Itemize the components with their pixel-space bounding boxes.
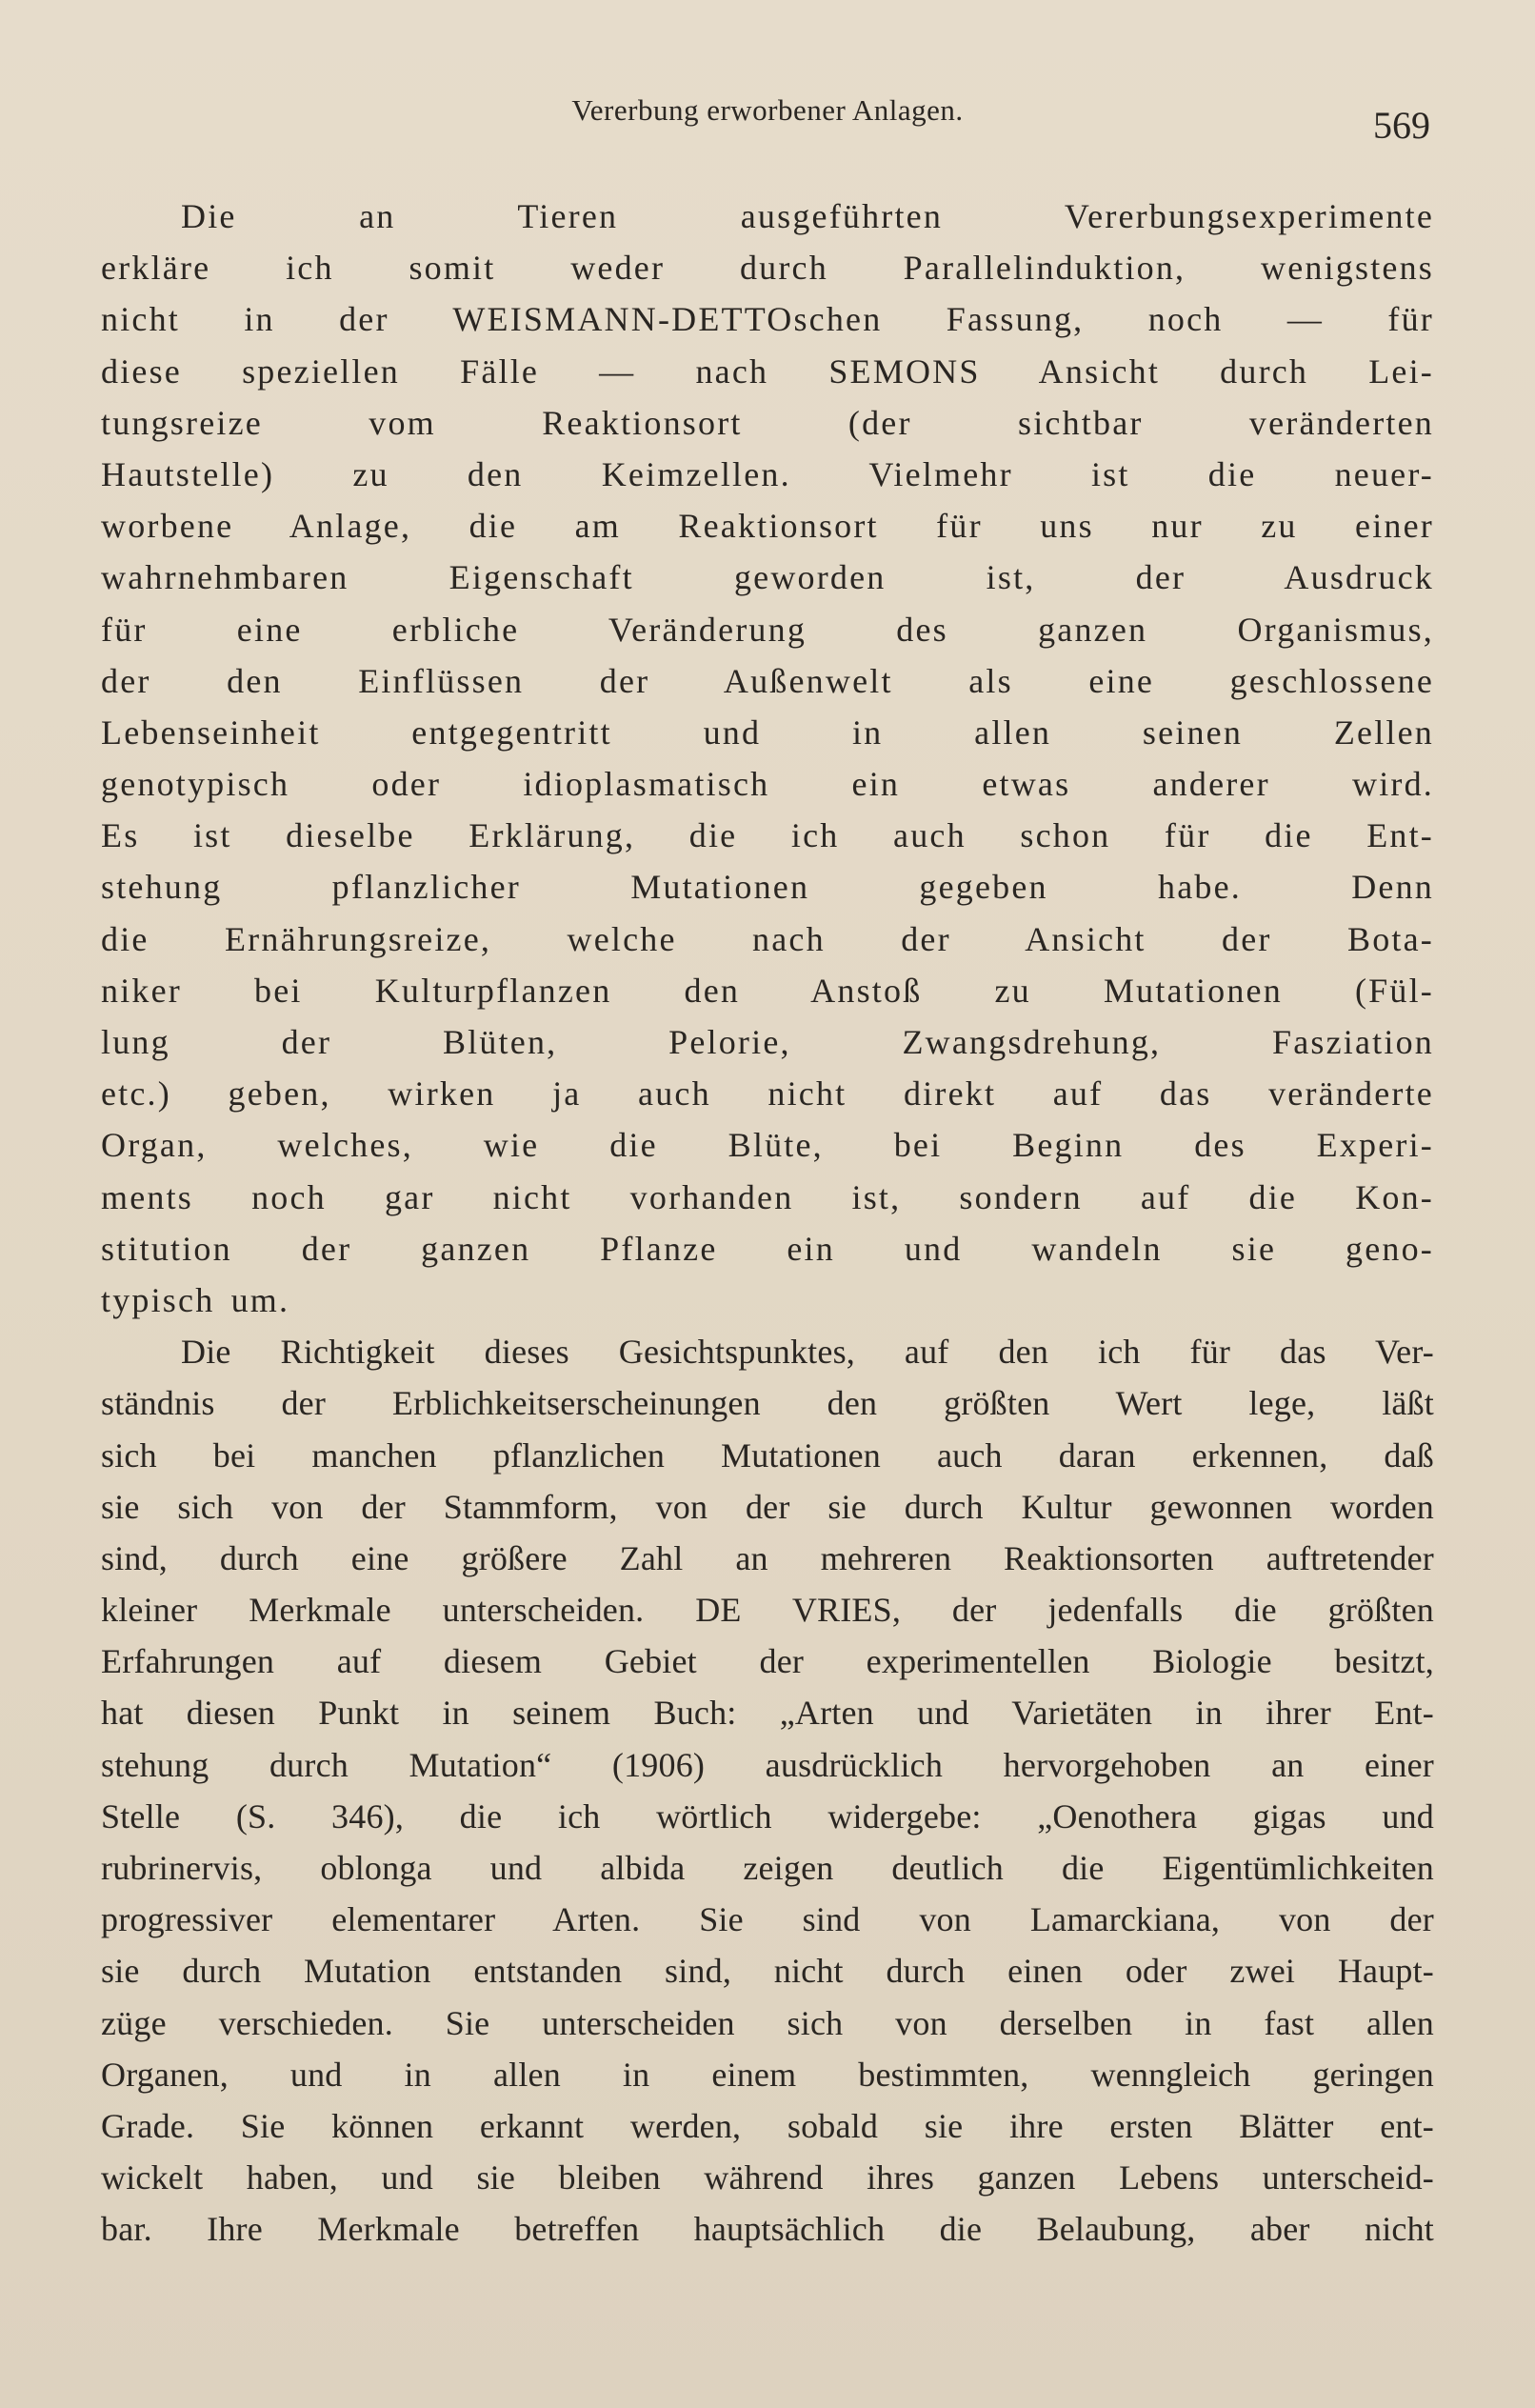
text-line: hat diesen Punkt in seinem Buch: „Arten und Varietäten in ihrer Ent- [101, 1694, 1434, 1733]
text-line: sie durch Mutation entstanden sind, nicht durch einen oder zwei Haupt- [101, 1952, 1434, 1991]
text-line: die Ernährungsreize, welche nach der Ansicht der Bota- [101, 919, 1434, 958]
text-line: stehung pflanzlicher Mutationen gegeben habe. Denn [101, 868, 1434, 907]
text-line: Erfahrungen auf diesem Gebiet der experimentellen Biologie besitzt, [101, 1642, 1434, 1681]
text-line: ständnis der Erblichkeitserscheinungen den größten Wert lege, läßt [101, 1384, 1434, 1423]
text-line: Hautstelle) zu den Keimzellen. Vielmehr ist die neuer- [101, 454, 1434, 493]
text-line: diese speziellen Fälle — nach SEMONS Ansicht durch Lei- [101, 351, 1434, 391]
text-line: progressiver elementarer Arten. Sie sind von Lamarckiana, von der [101, 1900, 1434, 1939]
text-line: erkläre ich somit weder durch Parallelinduktion, wenigstens [101, 249, 1434, 288]
text-line: züge verschieden. Sie unterscheiden sich von derselben in fast allen [101, 2003, 1434, 2042]
text-line: rubrinervis, oblonga und albida zeigen deutlich die Eigentümlichkeiten [101, 1849, 1434, 1887]
text-line: sich bei manchen pflanzlichen Mutationen auch daran erkennen, daß [101, 1435, 1434, 1475]
text-line: bar. Ihre Merkmale betreffen hauptsächlich die Belaubung, aber nicht [101, 2210, 1434, 2249]
text-line: niker bei Kulturpflanzen den Anstoß zu Mutationen (Fül- [101, 971, 1434, 1010]
text-line: lung der Blüten, Pelorie, Zwangsdrehung, Fasziation [101, 1023, 1434, 1061]
text-line: tungsreize vom Reaktionsort (der sichtbar veränderten [101, 403, 1434, 442]
text-line: sind, durch eine größere Zahl an mehreren Reaktionsorten auftretender [101, 1538, 1434, 1577]
text-line: wickelt haben, und sie bleiben während ihres ganzen Lebens unterscheid- [101, 2158, 1434, 2197]
text-line: Lebenseinheit entgegentritt und in allen seinen Zellen [101, 712, 1434, 752]
text-line: genotypisch oder idioplasmatisch ein etwas anderer wird. [101, 765, 1434, 804]
text-line: Grade. Sie können erkannt werden, sobald sie ihre ersten Blätter ent- [101, 2106, 1434, 2145]
running-title: Vererbung erworbener Anlagen. [571, 93, 964, 127]
text-line: Die an Tieren ausgeführten Vererbungsexperimente [181, 197, 1434, 235]
text-line: typisch um. [101, 1280, 290, 1319]
text-line: wahrnehmbaren Eigenschaft geworden ist, der Ausdruck [101, 558, 1434, 597]
paragraph-2 [101, 1326, 1434, 2255]
text-line: kleiner Merkmale unterscheiden. DE VRIES, der jedenfalls die größten [101, 1591, 1434, 1630]
text-line: für eine erbliche Veränderung des ganzen Organismus, [101, 610, 1434, 649]
text-line: Organen, und in allen in einem bestimmten, wenngleich geringen [101, 2055, 1434, 2094]
text-line: sie sich von der Stammform, von der sie durch Kultur gewonnen worden [101, 1487, 1434, 1526]
text-line: Es ist dieselbe Erklärung, die ich auch schon für die Ent- [101, 816, 1434, 855]
text-line: stehung durch Mutation“ (1906) ausdrücklich hervorgehoben an einer [101, 1745, 1434, 1784]
text-line: der den Einflüssen der Außenwelt als eine geschlossene [101, 661, 1434, 700]
text-line: stitution der ganzen Pflanze ein und wandeln sie geno- [101, 1229, 1434, 1268]
text-line: ments noch gar nicht vorhanden ist, sondern auf die Kon- [101, 1177, 1434, 1216]
body-text [101, 191, 1434, 2256]
text-line: worbene Anlage, die am Reaktionsort für uns nur zu einer [101, 507, 1434, 546]
paragraph-1 [101, 191, 1434, 1326]
text-line: Stelle (S. 346), die ich wörtlich widergebe: „Oenothera gigas und [101, 1796, 1434, 1836]
text-line: Organ, welches, wie die Blüte, bei Beginn des Experi- [101, 1126, 1434, 1165]
page-number: 569 [1373, 104, 1430, 147]
text-line: Die Richtigkeit dieses Gesichtspunktes, auf den ich für das Ver- [181, 1333, 1434, 1372]
text-line: nicht in der WEISMANN-DETTOschen Fassung, noch — für [101, 300, 1434, 339]
text-line: etc.) geben, wirken ja auch nicht direkt auf das veränderte [101, 1074, 1434, 1114]
